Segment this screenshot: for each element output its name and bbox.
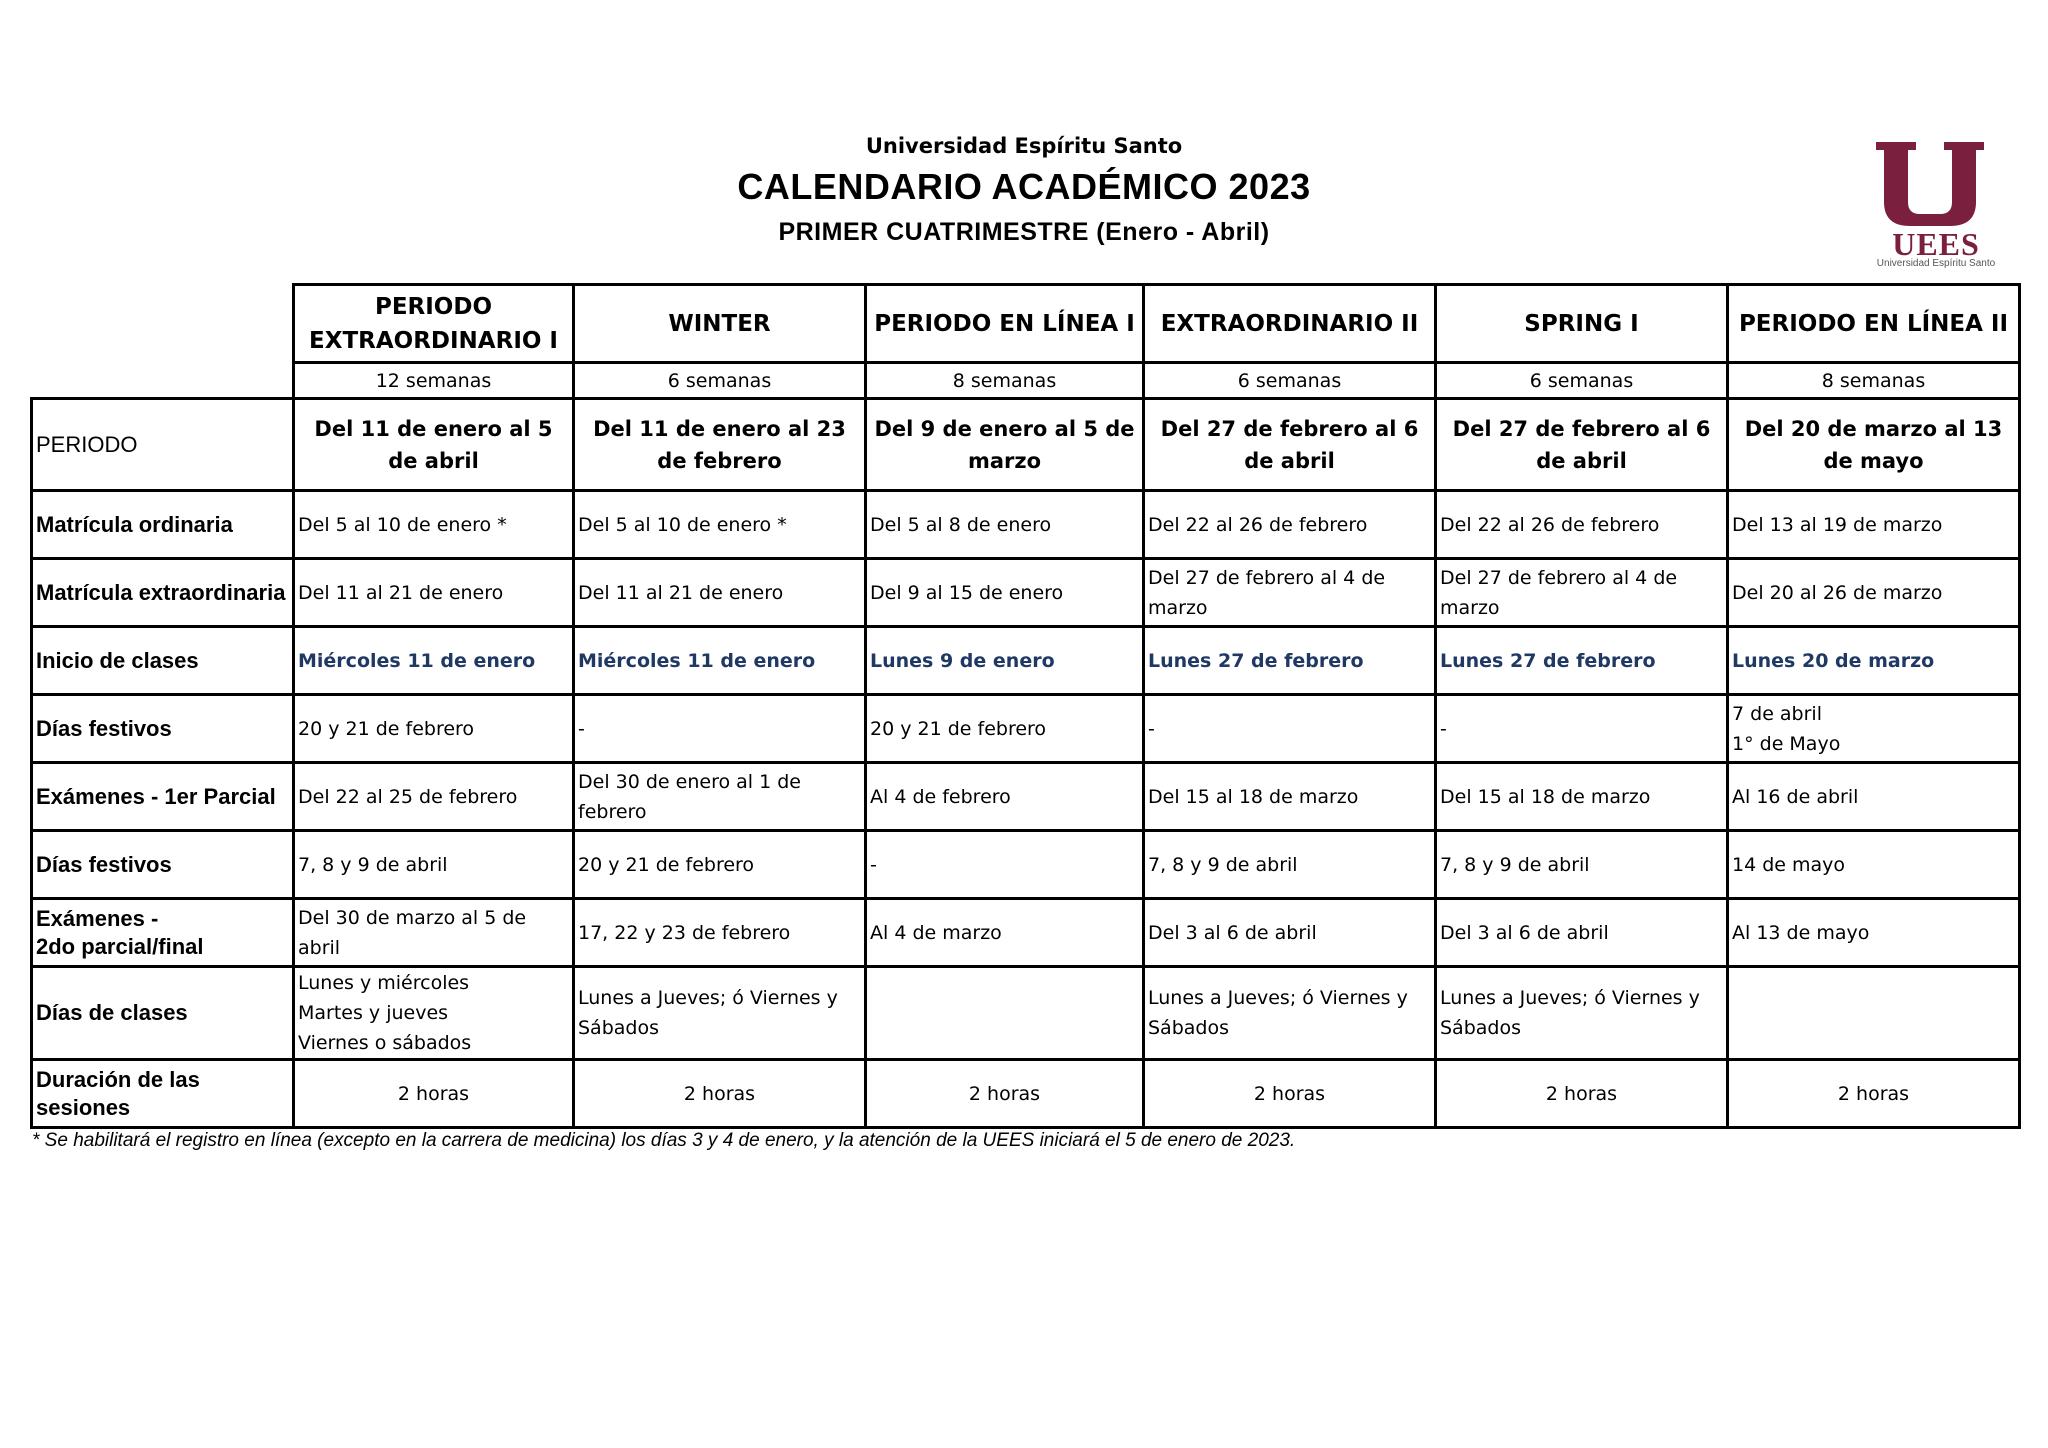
table-cell: Lunes a Jueves; ó Viernes y Sábados	[1436, 967, 1728, 1060]
table-cell: 7 de abril 1° de Mayo	[1728, 695, 2020, 763]
row-label: Exámenes - 1er Parcial	[32, 763, 294, 831]
table-cell: Del 22 al 26 de febrero	[1144, 491, 1436, 559]
table-cell: 2 horas	[1436, 1060, 1728, 1128]
table-cell: Al 13 de mayo	[1728, 899, 2020, 967]
column-period: Del 9 de enero al 5 de marzo	[866, 399, 1144, 491]
table-row	[32, 695, 2020, 763]
column-title: EXTRAORDINARIO II	[1144, 285, 1436, 363]
weeks-row	[32, 363, 2020, 399]
column-weeks: 6 semanas	[1144, 363, 1436, 399]
column-title: PERIODO EN LÍNEA II	[1728, 285, 2020, 363]
row-label: Inicio de clases	[32, 627, 294, 695]
table-cell: 20 y 21 de febrero	[574, 831, 866, 899]
blank-corner	[32, 285, 294, 363]
table-cell: Del 5 al 8 de enero	[866, 491, 1144, 559]
row-label: Días festivos	[32, 831, 294, 899]
logo-name: UEES	[1892, 226, 1980, 262]
table-cell: Del 13 al 19 de marzo	[1728, 491, 2020, 559]
page-subtitle: PRIMER CUATRIMESTRE (Enero - Abril)	[778, 218, 1270, 246]
table-cell: Miércoles 11 de enero	[574, 627, 866, 695]
table-cell: 7, 8 y 9 de abril	[294, 831, 574, 899]
footnote: * Se habilitará el registro en línea (excepto en la carrera de medicina) los días 3 y 4 de enero, y la atención de la UEES iniciará el 5 de enero de 2023.	[32, 1130, 1296, 1151]
column-period: Del 11 de enero al 23 de febrero	[574, 399, 866, 491]
table-cell: Del 22 al 26 de febrero	[1436, 491, 1728, 559]
university-name: Universidad Espíritu Santo	[865, 134, 1183, 158]
table-cell: Del 11 al 21 de enero	[294, 559, 574, 627]
row-label: Matrícula extraordinaria	[32, 559, 294, 627]
table-cell: 7, 8 y 9 de abril	[1144, 831, 1436, 899]
table-row	[32, 1060, 2020, 1128]
table-cell: Del 5 al 10 de enero *	[294, 491, 574, 559]
column-header-row	[32, 285, 2020, 363]
column-weeks: 12 semanas	[294, 363, 574, 399]
table-cell: Lunes y miércoles Martes y jueves Viernes o sábados	[294, 967, 574, 1060]
table-cell: Del 3 al 6 de abril	[1436, 899, 1728, 967]
table-cell: Al 4 de marzo	[866, 899, 1144, 967]
table-cell: Lunes 27 de febrero	[1144, 627, 1436, 695]
table-cell: Del 5 al 10 de enero *	[574, 491, 866, 559]
logo-subtext: Universidad Espíritu Santo	[1876, 258, 1996, 269]
table-cell: 2 horas	[866, 1060, 1144, 1128]
uees-logo	[1862, 140, 2010, 270]
page-title: CALENDARIO ACADÉMICO 2023	[737, 166, 1311, 207]
column-weeks: 8 semanas	[1728, 363, 2020, 399]
table-cell: 17, 22 y 23 de febrero	[574, 899, 866, 967]
table-cell: Miércoles 11 de enero	[294, 627, 574, 695]
row-label: Exámenes - 2do parcial/final	[32, 899, 294, 967]
table-row	[32, 899, 2020, 967]
table-cell: 2 horas	[574, 1060, 866, 1128]
row-label: Días de clases	[32, 967, 294, 1060]
column-weeks: 6 semanas	[1436, 363, 1728, 399]
column-period: Del 20 de marzo al 13 de mayo	[1728, 399, 2020, 491]
row-label: Matrícula ordinaria	[32, 491, 294, 559]
table-cell: -	[574, 695, 866, 763]
column-period: Del 27 de febrero al 6 de abril	[1144, 399, 1436, 491]
table-cell	[866, 967, 1144, 1060]
table-cell: 2 horas	[1728, 1060, 2020, 1128]
table-cell: 14 de mayo	[1728, 831, 2020, 899]
table-cell: Al 16 de abril	[1728, 763, 2020, 831]
column-title: PERIODO EXTRAORDINARIO I	[294, 285, 574, 363]
table-cell: Lunes a Jueves; ó Viernes y Sábados	[1144, 967, 1436, 1060]
table-row	[32, 627, 2020, 695]
row-label: Días festivos	[32, 695, 294, 763]
calendar-table	[30, 283, 2021, 1129]
table-cell: Del 27 de febrero al 4 de marzo	[1436, 559, 1728, 627]
column-period: Del 27 de febrero al 6 de abril	[1436, 399, 1728, 491]
table-cell: Lunes 27 de febrero	[1436, 627, 1728, 695]
table-row	[32, 831, 2020, 899]
table-cell: 20 y 21 de febrero	[866, 695, 1144, 763]
table-cell: Lunes 9 de enero	[866, 627, 1144, 695]
blank-corner	[32, 363, 294, 399]
table-cell: Del 30 de marzo al 5 de abril	[294, 899, 574, 967]
table-cell: Del 15 al 18 de marzo	[1436, 763, 1728, 831]
table-cell: 7, 8 y 9 de abril	[1436, 831, 1728, 899]
table-row	[32, 491, 2020, 559]
table-cell: Lunes a Jueves; ó Viernes y Sábados	[574, 967, 866, 1060]
table-row	[32, 559, 2020, 627]
table-cell: -	[866, 831, 1144, 899]
table-row	[32, 967, 2020, 1060]
table-cell: Al 4 de febrero	[866, 763, 1144, 831]
column-title: SPRING I	[1436, 285, 1728, 363]
table-cell: 2 horas	[294, 1060, 574, 1128]
table-cell: Del 3 al 6 de abril	[1144, 899, 1436, 967]
table-cell: Del 15 al 18 de marzo	[1144, 763, 1436, 831]
table-cell: Del 11 al 21 de enero	[574, 559, 866, 627]
table-cell: Del 20 al 26 de marzo	[1728, 559, 2020, 627]
table-cell: Del 9 al 15 de enero	[866, 559, 1144, 627]
period-row	[32, 399, 2020, 491]
table-cell: Del 30 de enero al 1 de febrero	[574, 763, 866, 831]
table-cell: Del 27 de febrero al 4 de marzo	[1144, 559, 1436, 627]
column-title: PERIODO EN LÍNEA I	[866, 285, 1144, 363]
table-cell: -	[1144, 695, 1436, 763]
table-row	[32, 763, 2020, 831]
uees-logo-icon	[1862, 140, 2010, 230]
table-cell: Del 22 al 25 de febrero	[294, 763, 574, 831]
table-cell	[1728, 967, 2020, 1060]
table-cell: Lunes 20 de marzo	[1728, 627, 2020, 695]
row-label: PERIODO	[32, 399, 294, 491]
table-cell: 20 y 21 de febrero	[294, 695, 574, 763]
table-cell: -	[1436, 695, 1728, 763]
table-cell: 2 horas	[1144, 1060, 1436, 1128]
row-label: Duración de las sesiones	[32, 1060, 294, 1128]
column-weeks: 8 semanas	[866, 363, 1144, 399]
column-title: WINTER	[574, 285, 866, 363]
column-weeks: 6 semanas	[574, 363, 866, 399]
column-period: Del 11 de enero al 5 de abril	[294, 399, 574, 491]
